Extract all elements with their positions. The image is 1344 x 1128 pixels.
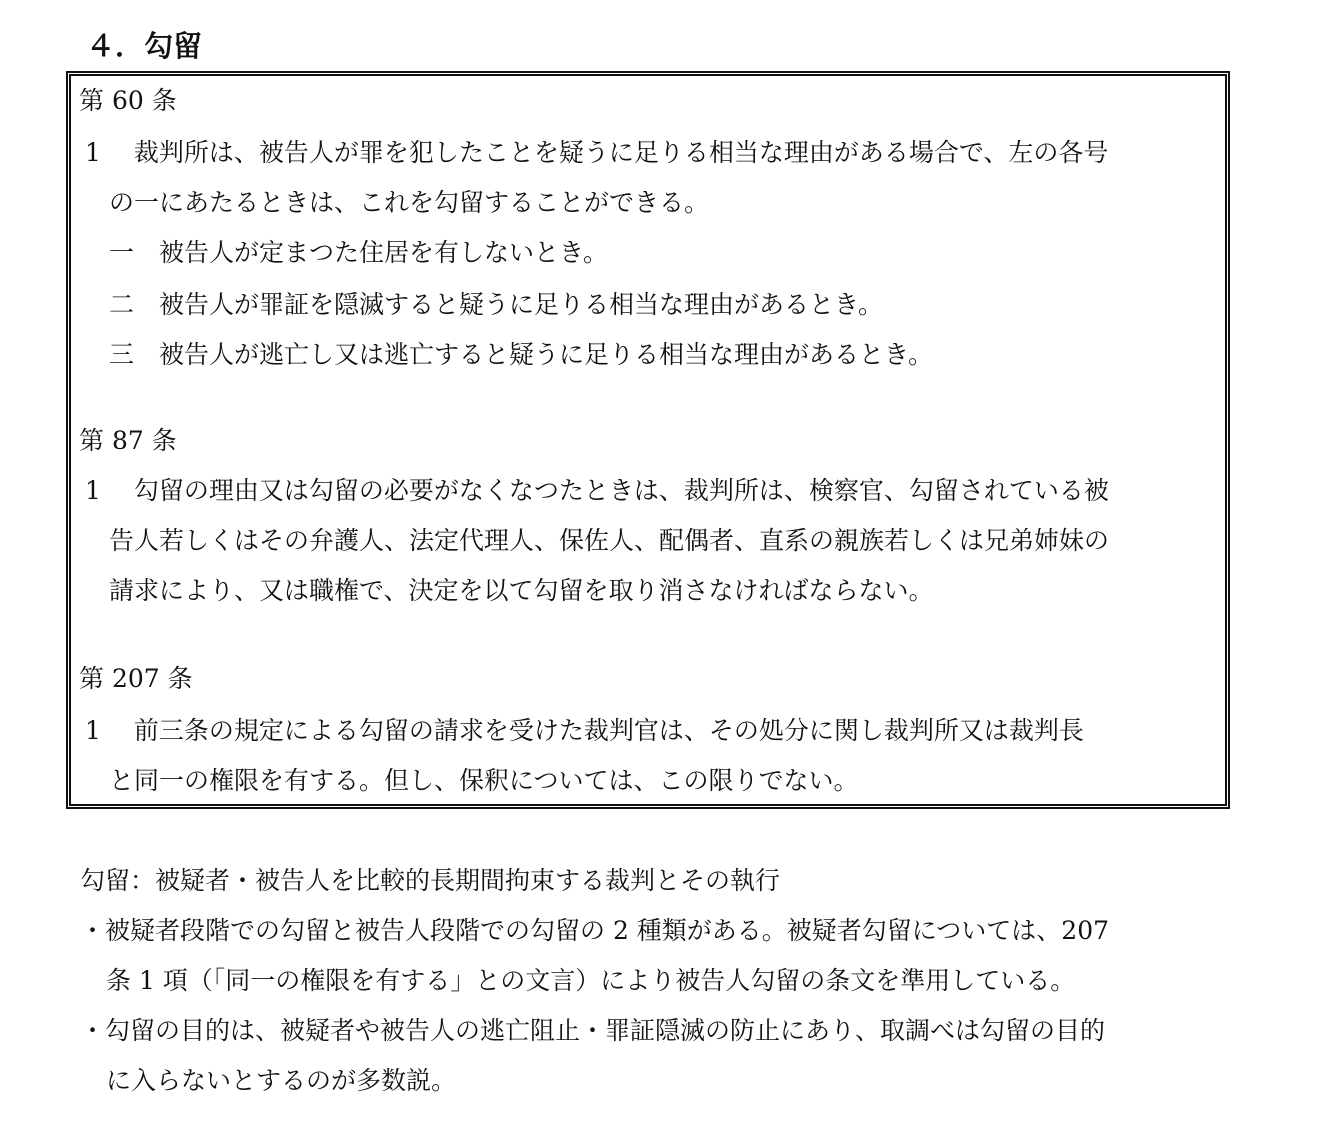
definition-line: 勾留：被疑者・被告人を比較的長期間拘束する裁判とその執行 [80,866,781,895]
bullet-line: ・被疑者段階での勾留と被告人段階での勾留の 2 種類がある。被疑者勾留については、207 [80,916,1110,945]
bullet-line: 条 1 項（「同一の権限を有する」との文言）により被告人勾留の条文を準用している。 [106,966,1076,995]
article-line: 1 前三条の規定による勾留の請求を受けた裁判官は、その処分に関し裁判所又は裁判長 [85,716,1084,745]
article-title: 第 87 条 [79,426,177,455]
article-line: 二 被告人が罪証を隠滅すると疑うに足りる相当な理由があるとき。 [109,290,884,319]
article-line: 請求により、又は職権で、決定を以て勾留を取り消さなければならない。 [109,576,934,605]
article-title: 第 60 条 [79,86,177,115]
article-line: と同一の権限を有する。但し、保釈については、この限りでない。 [109,766,859,795]
article-title: 第 207 条 [79,664,193,693]
article-line: 告人若しくはその弁護人、法定代理人、保佐人、配偶者、直系の親族若しくは兄弟姉妹の [109,526,1110,555]
article-line: 一 被告人が定まつた住居を有しないとき。 [109,238,609,267]
section-heading: ４．勾留 [86,29,203,63]
bullet-line: に入らないとするのが多数説。 [106,1066,457,1095]
article-line: の一にあたるときは、これを勾留することができる。 [109,188,710,217]
bullet-line: ・勾留の目的は、被疑者や被告人の逃亡阻止・罪証隠滅の防止にあり、取調べは勾留の目的 [80,1016,1106,1045]
article-line: 三 被告人が逃亡し又は逃亡すると疑うに足りる相当な理由があるとき。 [109,340,934,369]
article-line: 1 勾留の理由又は勾留の必要がなくなつたときは、裁判所は、検察官、勾留されている被 [85,476,1109,505]
statute-box [66,71,1230,809]
article-line: 1 裁判所は、被告人が罪を犯したことを疑うに足りる相当な理由がある場合で、左の各号 [85,138,1109,167]
